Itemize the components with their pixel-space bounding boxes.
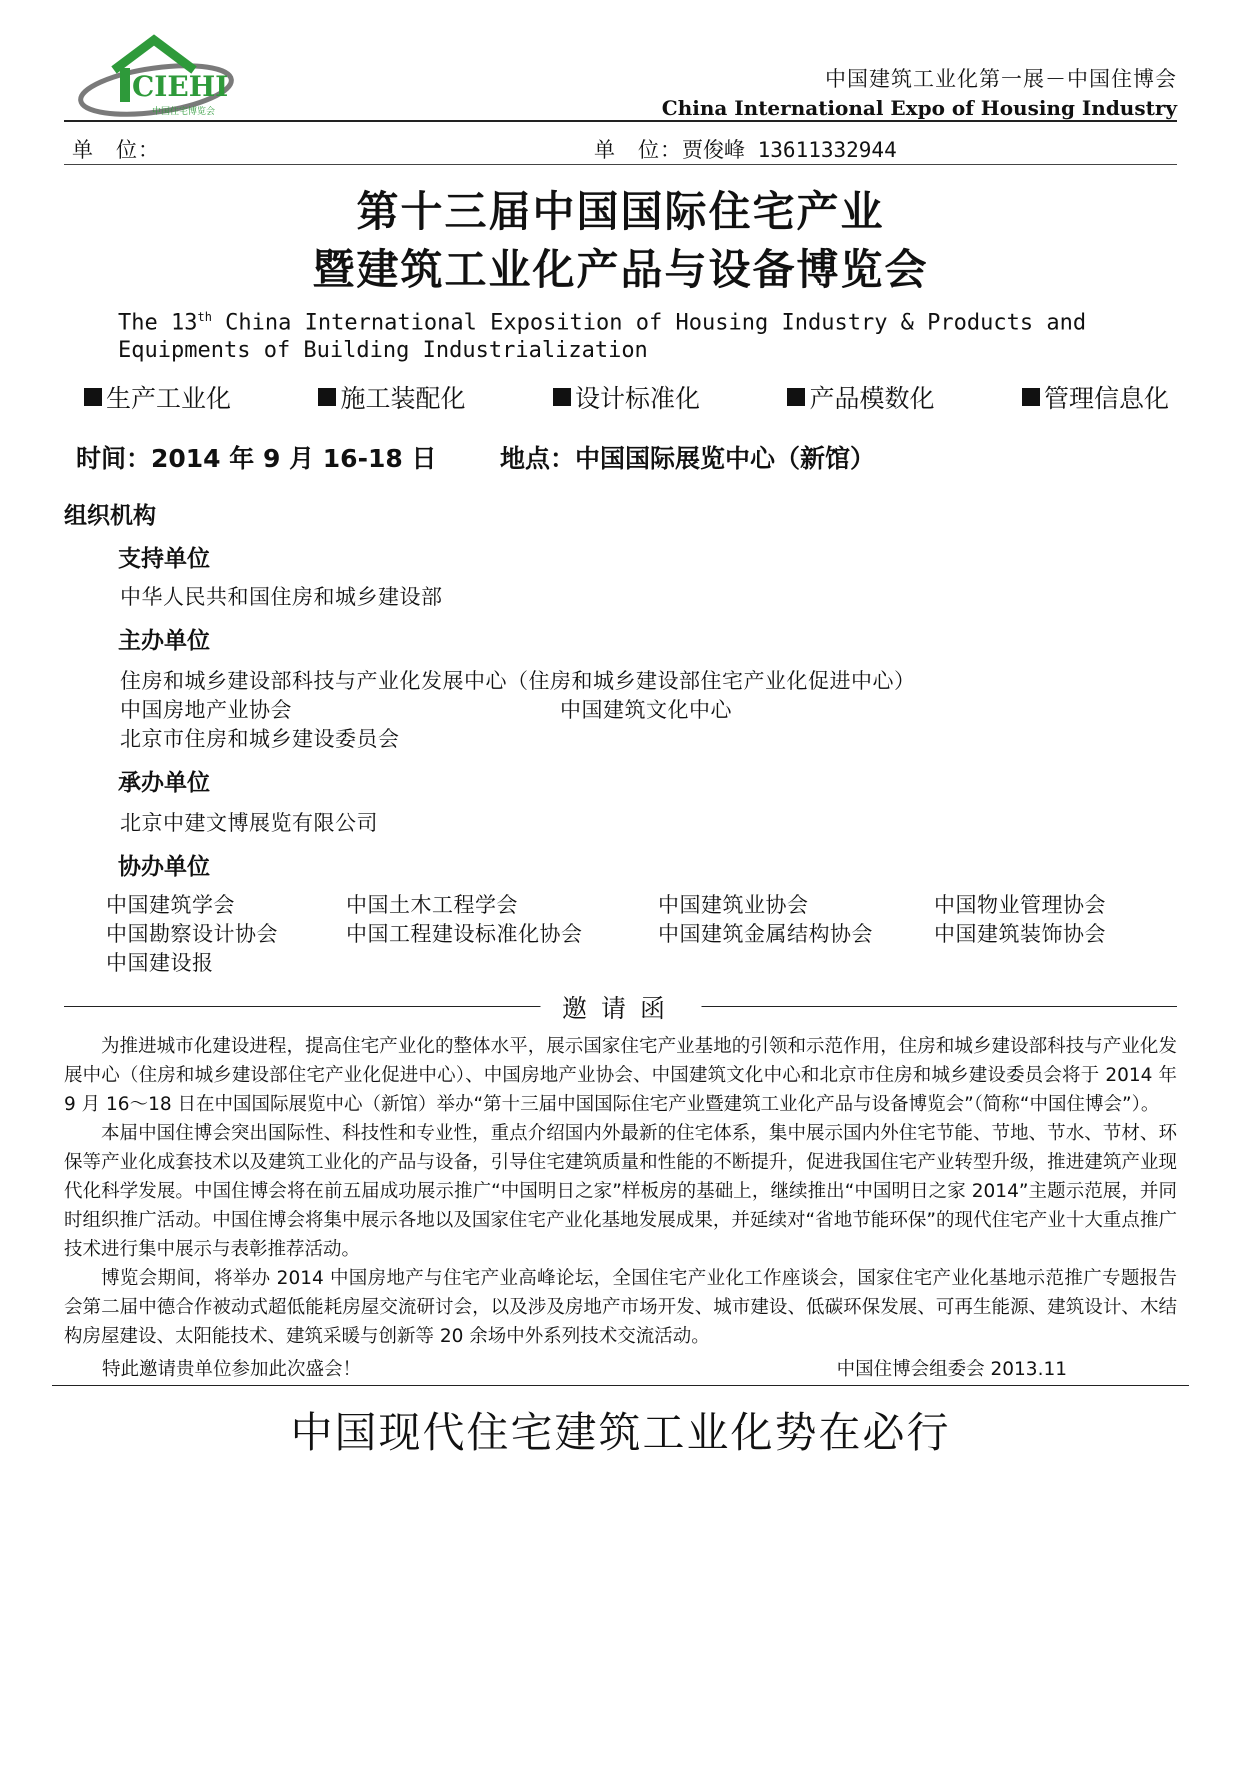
page-header (64, 0, 1177, 122)
feature-item: 施工装配化 (318, 379, 465, 415)
host-line-3: 北京市住房和城乡建设委员会 (120, 727, 400, 752)
invitation-signature: 中国住博会组委会 2013.11 (836, 1359, 1067, 1381)
invitation-paragraph: 本届中国住博会突出国际性、科技性和专业性，重点介绍国内外最新的住宅体系，集中展示国内外住宅节能、节地、节水、节材、环保等产业化成套技术以及建筑工业化的产品与设备，引导住宅建筑质量和性能的不断提升，促进我国住宅产业转型升级，推进建筑产业现代化科学发展。中国住博会将在前五届成功展示推广“中国明日之家”样板房的基础上，继续推出“中国明日之家 2014”主题示范展，并同时组织推广活动。中国住博会将集中展示各地以及国家住宅产业化基地发展成果，并延续对“省地节能环保”的现代住宅产业十大重点推广技术进行集中展示与表彰推荐活动。 (64, 1123, 1177, 1261)
co-organizer-item: 中国建筑学会 (106, 893, 235, 918)
title-en-sup: th (197, 310, 212, 324)
host-line-1: 住房和城乡建设部科技与产业化发展中心（住房和城乡建设部住宅产业化促进中心） (120, 669, 916, 694)
title-cn-line1: 第十三届中国国际住宅产业 (356, 187, 885, 236)
feature-item: 管理信息化 (1022, 379, 1169, 415)
invitation-paragraph: 为推进城市化建设进程，提高住宅产业化的整体水平，展示国家住宅产业基地的引领和示范作用，住房和城乡建设部科技与产业化发展中心（住房和城乡建设部住宅产业化促进中心）、中国房地产业协会、中国建筑文化中心和北京市住房和城乡建设委员会将于 2014 年 9 月 16～18 日在中国国际展览中心（新馆）举办“第十三届中国国际住宅产业暨建筑工业化产品与设备博览会”（简称“中国住博会”）。 (64, 1036, 1177, 1116)
feature-item: 生产工业化 (84, 379, 231, 415)
unit-right-label: 单 位： (594, 138, 682, 162)
invitation-paragraph: 博览会期间，将举办 2014 中国房地产与住宅产业高峰论坛，全国住宅产业化工作座谈会，国家住宅产业化基地示范推广专题报告会第二届中德合作被动式超低能耗房屋交流研讨会，以及涉及房地产市场开发、城市建设、低碳环保发展、可再生能源、建筑设计、木结构房屋建设、太阳能技术、建筑采暖与创新等 20 余场中外系列技术交流活动。 (64, 1268, 1177, 1348)
title-en-rest: China International Exposition of Housing Industry & Products and Equipments of Building Industrialization (118, 310, 1100, 364)
title-block (64, 183, 1177, 365)
host-line-2 (120, 696, 1177, 725)
feature-item: 设计标准化 (553, 379, 700, 415)
co-organizer-grid (106, 891, 1177, 978)
contact-value: 贾俊峰 13611332944 (682, 138, 897, 162)
organizer-item: 北京中建文博展览有限公司 (120, 811, 378, 836)
host-title: 主办单位 (118, 628, 210, 655)
title-en-pre: The 13 (118, 310, 198, 336)
invitation-divider (64, 988, 1177, 1024)
square-bullet-icon (1022, 388, 1040, 406)
unit-left-label: 单 位： (72, 138, 160, 162)
feature-item: 产品模数化 (787, 379, 934, 415)
event-location: 地点：中国国际展览中心（新馆） (500, 444, 876, 474)
header-en-line: China International Expo of Housing Industry (661, 96, 1177, 120)
co-organizer-item: 中国勘察设计协会 (106, 922, 278, 947)
square-bullet-icon (318, 388, 336, 406)
co-organizer-item: 中国物业管理协会 (934, 893, 1106, 918)
square-bullet-icon (84, 388, 102, 406)
org-title: 组织机构 (64, 503, 156, 530)
host-item: 中国房地产业协会 (120, 698, 292, 723)
co-organizer-item: 中国建筑业协会 (658, 893, 809, 918)
support-title: 支持单位 (118, 546, 210, 573)
co-organizer-item: 中国建筑金属结构协会 (658, 922, 873, 947)
co-organizer-item: 中国建设报 (106, 951, 214, 976)
co-organizer-title: 协办单位 (118, 854, 210, 881)
invitation-footer (64, 1353, 1177, 1385)
square-bullet-icon (553, 388, 571, 406)
logo-text: CIEHI (132, 70, 229, 103)
ciehi-logo (76, 28, 244, 120)
co-organizer-item: 中国工程建设标准化协会 (346, 922, 583, 947)
support-item: 中华人民共和国住房和城乡建设部 (120, 585, 443, 610)
logo-subtext: 中国住宅博览会 (152, 107, 216, 117)
title-cn-line2: 暨建筑工业化产品与设备博览会 (312, 245, 929, 294)
unit-row (64, 122, 1177, 165)
time-location (64, 433, 1177, 481)
title-en (118, 303, 1098, 365)
header-titles (662, 64, 1177, 122)
co-organizer-item: 中国建筑装饰协会 (934, 922, 1106, 947)
footer-divider (52, 1385, 1189, 1386)
feature-list (84, 379, 1169, 415)
co-organizer-item: 中国土木工程学会 (346, 893, 518, 918)
square-bullet-icon (787, 388, 805, 406)
host-item: 中国建筑文化中心 (560, 698, 732, 723)
invitation-title: 邀请函 (540, 989, 701, 1025)
header-cn-line: 中国建筑工业化第一展－中国住博会 (825, 67, 1177, 91)
invitation-closing: 特此邀请贵单位参加此次盛会！ (102, 1359, 362, 1381)
event-time: 时间：2014 年 9 月 16-18 日 (76, 444, 437, 474)
organizer-title: 承办单位 (118, 770, 210, 797)
invitation-body (64, 1032, 1177, 1351)
slogan: 中国现代住宅建筑工业化势在必行 (290, 1408, 951, 1458)
unit-right (594, 134, 897, 164)
